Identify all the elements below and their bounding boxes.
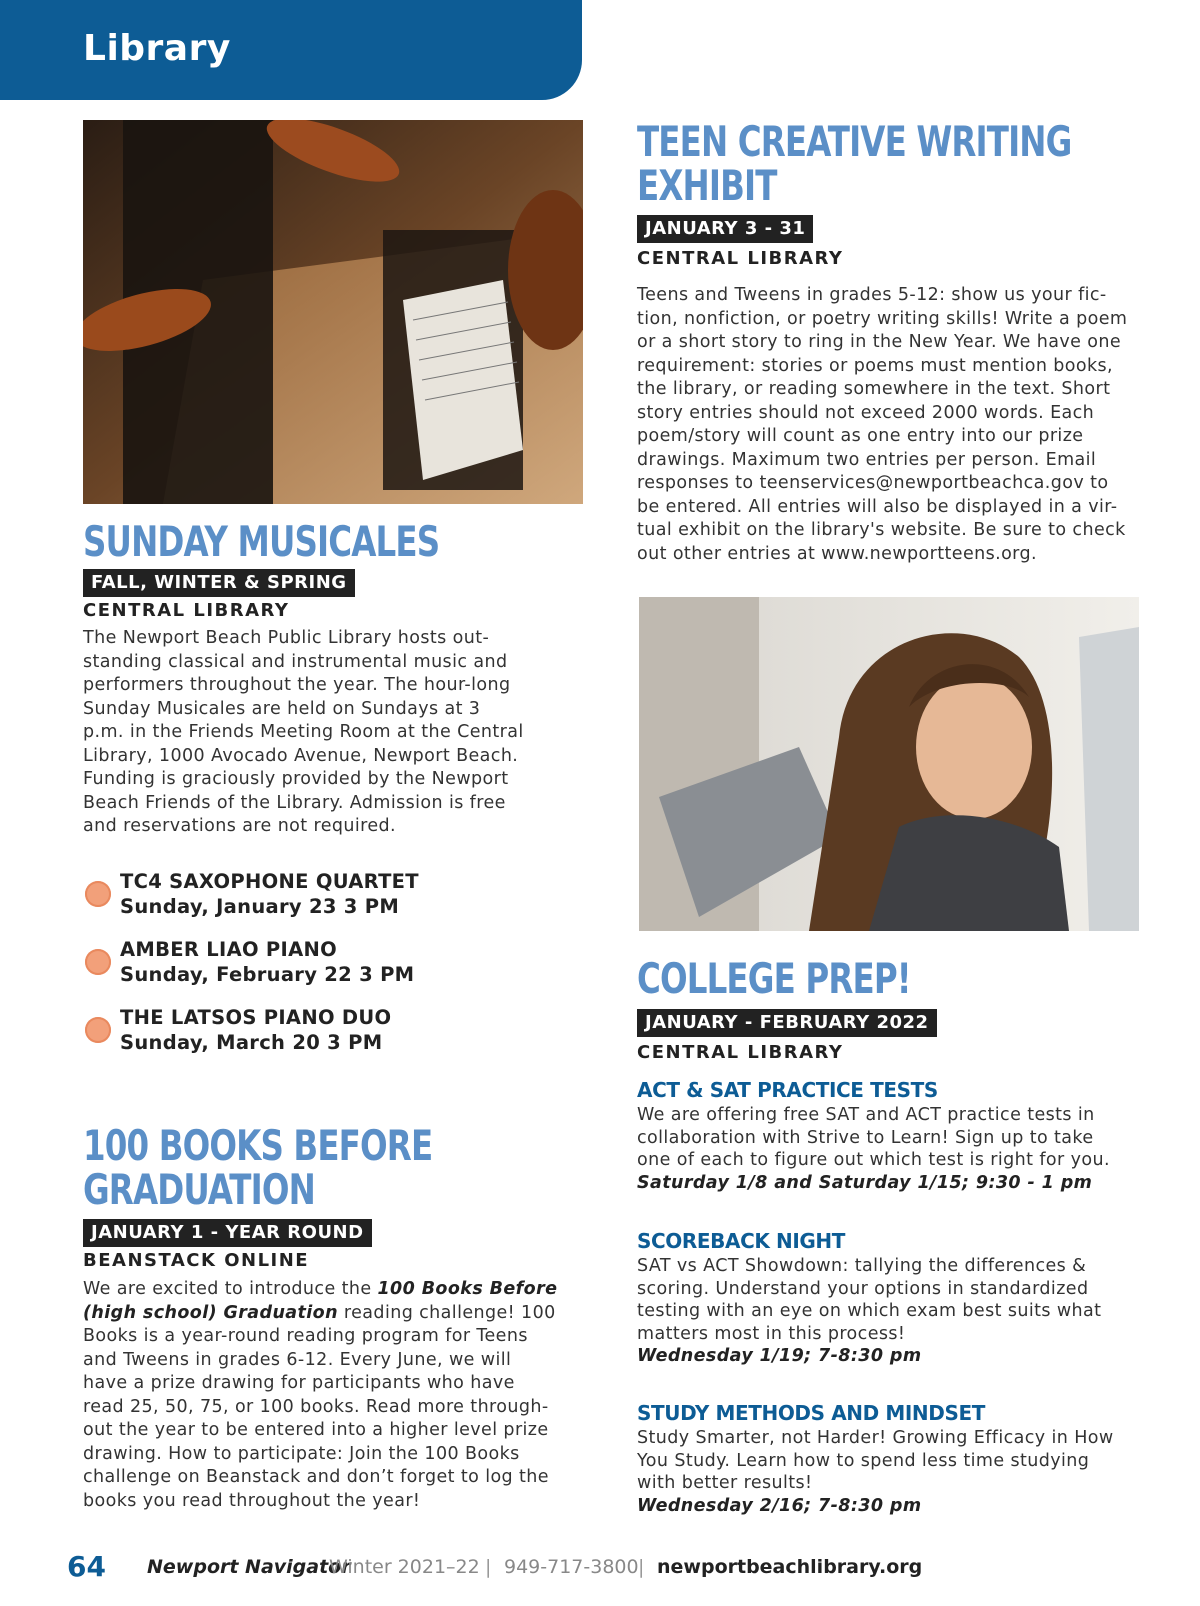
college-prep-title: COLLEGE PREP! xyxy=(637,954,911,1003)
body-line: We are offering free SAT and ACT practice tests in xyxy=(637,1105,1095,1125)
session-heading: SCOREBACK NIGHT xyxy=(637,1229,845,1253)
body-line: drawings. Maximum two entries per person. Email xyxy=(637,449,1097,470)
bullet-dot-icon xyxy=(85,1017,111,1043)
list-item xyxy=(85,1006,565,1074)
event-date: Sunday, January 23 3 PM xyxy=(120,895,400,918)
section-tab xyxy=(0,0,582,100)
library-phone: 949-717-3800 xyxy=(504,1556,639,1578)
body-line: one of each to figure out which test is right for you. xyxy=(637,1150,1110,1170)
body-line: p.m. in the Friends Meeting Room at the Central xyxy=(83,722,524,742)
body-line: out the year to be entered into a higher level prize xyxy=(83,1420,549,1440)
hundred-books-body xyxy=(83,1278,603,1513)
hundred-books-location: BEANSTACK ONLINE xyxy=(83,1250,310,1271)
bullet-dot-icon xyxy=(85,949,111,975)
body-line: Books is a year-round reading program for Teens xyxy=(83,1326,528,1346)
section-tab-label: Library xyxy=(83,28,231,69)
title-line: TEEN CREATIVE WRITING xyxy=(637,117,1072,166)
session-heading: ACT & SAT PRACTICE TESTS xyxy=(637,1078,938,1102)
body-line: responses to teenservices@newportbeachca.gov to xyxy=(637,473,1109,493)
body-line: story entries should not exceed 2000 words. Each xyxy=(637,402,1095,423)
body-line: requirement: stories or poems must mention books, xyxy=(637,355,1114,376)
session-when: Wednesday 2/16; 7-8:30 pm xyxy=(637,1495,922,1516)
session-body xyxy=(637,1255,1157,1368)
title-line: EXHIBIT xyxy=(637,161,777,210)
body-line: matters most in this process! xyxy=(637,1323,906,1344)
musicales-event-list xyxy=(85,870,565,1074)
body-line: read 25, 50, 75, or 100 books. Read more through- xyxy=(83,1396,549,1417)
college-prep-badge: JANUARY - FEBRUARY 2022 xyxy=(637,1009,937,1037)
musicians-photo xyxy=(83,120,583,504)
event-date: Sunday, February 22 3 PM xyxy=(120,963,415,986)
session-heading: STUDY METHODS AND MINDSET xyxy=(637,1401,985,1425)
body-line: and reservations are not required. xyxy=(83,816,396,836)
event-date: Sunday, March 20 3 PM xyxy=(120,1031,383,1054)
publication-name: Newport Navigator xyxy=(147,1556,351,1578)
page-number: 64 xyxy=(67,1550,106,1583)
body-line: You Study. Learn how to spend less time studying xyxy=(637,1450,1090,1471)
body-line: standing classical and instrumental music and xyxy=(83,651,508,672)
footer-separator: | xyxy=(485,1556,492,1578)
title-line: GRADUATION xyxy=(83,1165,315,1214)
event-title: TC4 SAXOPHONE QUARTET xyxy=(120,870,419,893)
page-footer xyxy=(67,1550,1167,1588)
body-line: tual exhibit on the library's website. Be sure to check xyxy=(637,520,1126,540)
book-title: (high school) Graduation xyxy=(83,1302,338,1323)
body-line: Beach Friends of the Library. Admission is free xyxy=(83,792,506,813)
body-line: Library, 1000 Avocado Avenue, Newport Beach. xyxy=(83,745,519,766)
body-line: have a prize drawing for participants who have xyxy=(83,1373,515,1393)
body-line: testing with an eye on which exam best suits what xyxy=(637,1301,1102,1321)
teen-writing-title xyxy=(637,117,1072,210)
session-when: Saturday 1/8 and Saturday 1/15; 9:30 - 1 pm xyxy=(637,1172,1093,1193)
bullet-dot-icon xyxy=(85,881,111,907)
body-line: Sunday Musicales are held on Sundays at 3 xyxy=(83,698,481,719)
college-prep-location: CENTRAL LIBRARY xyxy=(637,1042,844,1063)
body-line: poem/story will count as one entry into our prize xyxy=(637,426,1084,446)
body-line xyxy=(83,1278,603,1302)
body-line: and Tweens in grades 6-12. Every June, we will xyxy=(83,1349,512,1370)
body-line: out other entries at www.newportteens.org. xyxy=(637,543,1037,564)
event-title: AMBER LIAO PIANO xyxy=(120,938,337,961)
body-line: or a short story to ring in the New Year. We have one xyxy=(637,332,1122,352)
teen-writing-location: CENTRAL LIBRARY xyxy=(637,248,844,269)
teen-writing-badge: JANUARY 3 - 31 xyxy=(637,215,813,243)
title-line: 100 BOOKS BEFORE xyxy=(83,1121,433,1170)
body-line: Study Smarter, not Harder! Growing Efficacy in How xyxy=(637,1428,1114,1448)
sunday-musicales-badge: FALL, WINTER & SPRING xyxy=(83,569,355,597)
list-item xyxy=(85,870,565,938)
hundred-books-badge: JANUARY 1 - YEAR ROUND xyxy=(83,1219,372,1247)
body-line: tion, nonfiction, or poetry writing skills! Write a poem xyxy=(637,308,1128,329)
book-title: 100 Books Before xyxy=(377,1279,558,1299)
body-line: with better results! xyxy=(637,1473,813,1493)
footer-separator: | xyxy=(638,1556,645,1578)
body-line: SAT vs ACT Showdown: tallying the differences & xyxy=(637,1256,1087,1276)
body-line xyxy=(83,1302,603,1326)
student-photo xyxy=(639,597,1139,931)
hundred-books-title xyxy=(83,1121,433,1214)
teen-writing-body xyxy=(637,284,1157,566)
body-text-run: reading challenge! 100 xyxy=(337,1302,556,1323)
body-line: The Newport Beach Public Library hosts out- xyxy=(83,628,490,648)
session-body xyxy=(637,1427,1157,1517)
body-line: Funding is graciously provided by the Newport xyxy=(83,769,509,789)
session-when: Wednesday 1/19; 7-8:30 pm xyxy=(637,1346,922,1366)
event-title: THE LATSOS PIANO DUO xyxy=(120,1006,392,1029)
body-line: collaboration with Strive to Learn! Sign up to take xyxy=(637,1127,1094,1148)
body-text-run: We are excited to introduce the xyxy=(83,1279,378,1299)
sunday-musicales-location: CENTRAL LIBRARY xyxy=(83,600,290,621)
body-line: performers throughout the year. The hour-long xyxy=(83,675,511,695)
library-website-link[interactable]: newportbeachlibrary.org xyxy=(657,1556,923,1578)
session-body xyxy=(637,1104,1157,1194)
list-item xyxy=(85,938,565,1006)
body-line: books you read throughout the year! xyxy=(83,1490,421,1511)
body-line: the library, or reading somewhere in the text. Short xyxy=(637,379,1111,399)
body-line: be entered. All entries will also be displayed in a vir- xyxy=(637,496,1118,517)
body-line: challenge on Beanstack and don’t forget to log the xyxy=(83,1467,549,1487)
body-line: Teens and Tweens in grades 5-12: show us your fic- xyxy=(637,285,1107,305)
body-line: scoring. Understand your options in standardized xyxy=(637,1278,1089,1299)
publication-issue: Winter 2021–22 xyxy=(329,1556,480,1578)
sunday-musicales-title: SUNDAY MUSICALES xyxy=(83,517,440,566)
body-line: drawing. How to participate: Join the 100 Books xyxy=(83,1443,520,1464)
sunday-musicales-body xyxy=(83,627,603,839)
